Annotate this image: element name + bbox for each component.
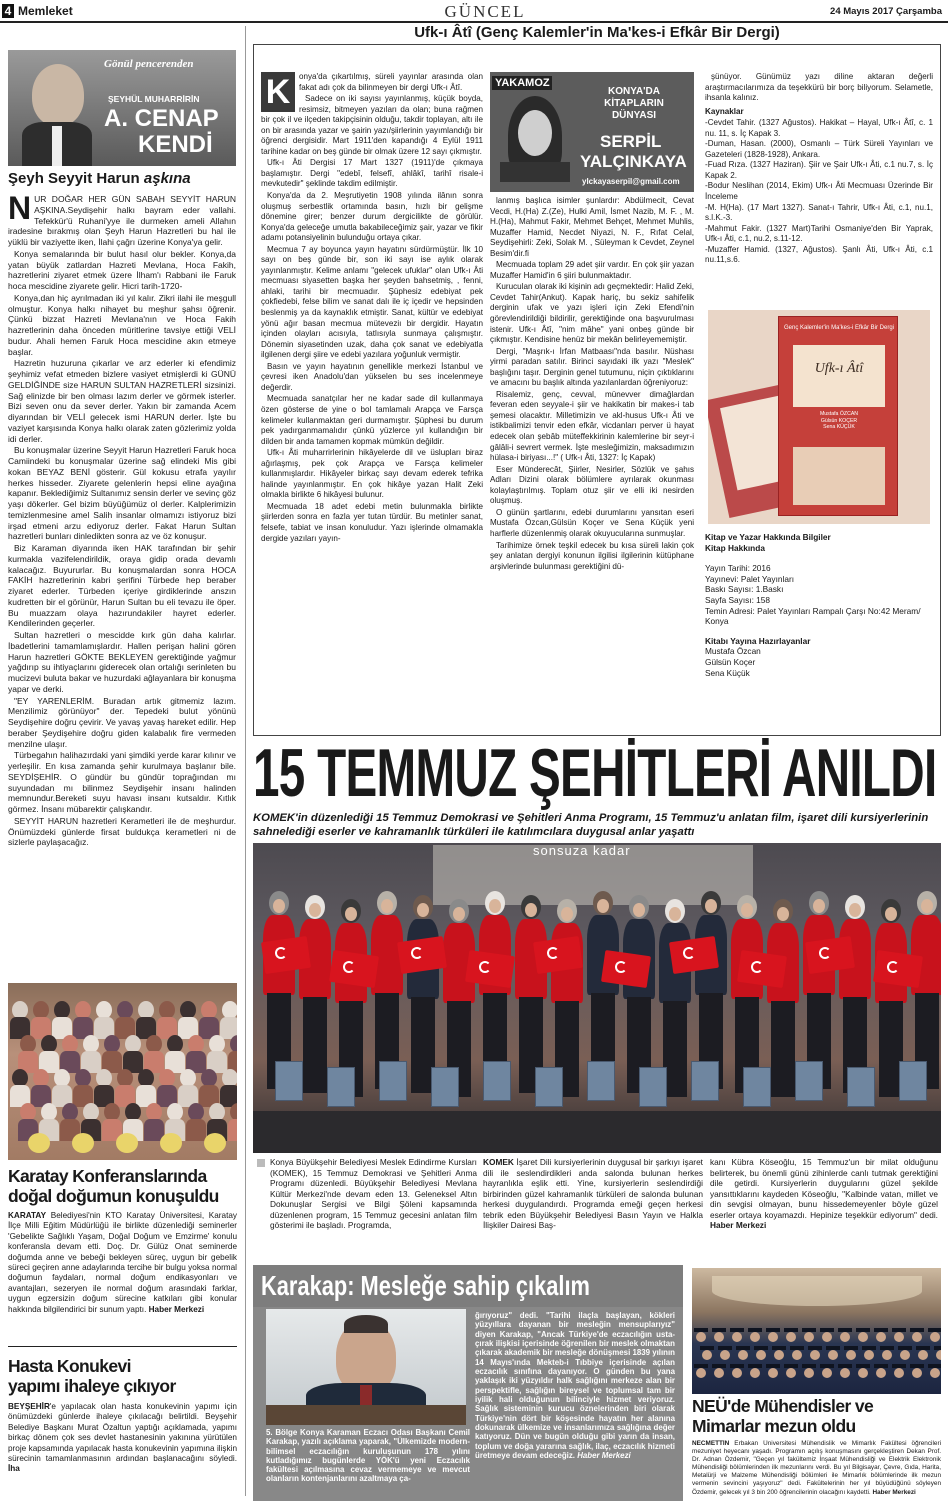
karakap-body-text: ğırıyoruz" dedi. "Tarihi ilaçla başlayan, kökleri yüzyıllara dayanan bir mesleğin mensuplarıyız" diyen Karakap, "Ancak Türkiye'de eczacılığın usta-çırak ilişkisi içerisinde öğrenilen bir meslek olmaktan çıkarak akademik bir mesleğe dönüşmesi 1839 yılının 14 Mayıs'ında Mekteb-i Tıbbiye içerisinde açılan eczacılık sınıfına dayanıyor. O günden bu yana yaklaşık iki yüzyıldır halk sağlığını merkeze alan bir perspektifle, sağlığın bireysel ve toplumsal tam bir iyilik hali olduğunun bilinciyle hizmet veriyoruz. Sağlık sisteminin kurucu öznelerinden biri olarak Türkiye'nin dört bir köşesinde hayatın her alanına dokunarak ülkemize ve insanlarımıza sağlığına değer katıyoruz. Dün ve bugün olduğu gibi yarın da insan, toplum ve doğa yararına sağlık, ilaç, eczacılık hizmeti üretmeye devam edeceğiz.: [475, 1311, 675, 1461]
gift-bag: [639, 1067, 667, 1107]
book-info-item: Temin Adresi: Palet Yayınları Rampalı Çarşı No:42 Meram/ Konya: [705, 605, 921, 627]
kaynak-item: -Bodur Neslihan (2014, Ekim) Ufk-ı Âti Mecmuası Üzerinde Bir İnceleme: [705, 181, 933, 202]
ufki-paragraph: Mecmuada sanatçılar her ne kadar sade dil kullanmaya özen gösterse de yine o bol tamlamalı Arapça ve Farsça kelimeler kullanmaktan geri durmamıştır. Şüphesi bu durum pek yadırganmamalıdır çünkü yüzlerce yıl kullandığın bir dilden bir anda tamamen kopmak mümkün değildir.: [261, 394, 483, 446]
ufki-col1-paragraphs: [261, 72, 483, 544]
yakamoz-box: [490, 72, 694, 192]
flower-bouquet: [28, 1133, 50, 1153]
graduate: [822, 1368, 832, 1378]
attendee: [705, 899, 717, 913]
attendee: [417, 903, 429, 917]
graduate: [702, 1350, 712, 1360]
ufki-paragraph: Kuruculan olarak iki kişinin adı geçmektedir: Halid Zeki, Cevdet Tahir(Ankut). Kapak hariç, bu sekiz sahifelik derginin ufak ve yazı işleri için Zeki Efendi'nin görevlendirildiği bildirilir, gerektiğinde ona başvurulması istenir. Ufk-ı Âtî, "nim mâhe" yani onbeş günde bir çıkmıştır. Kendisine henüz bir mekân belirleyememiştir.: [490, 282, 694, 345]
column-paragraph: Konya,dan hiç ayrılmadan iki yıl kalır. Zikri ilahi ile meşgull olmuştur. Konya halkı nihayet bu meşhur şahsı öğrenir. Çünkü bizzat Hazreti Mevlana'nın ve Hoca Fakih hazretlerinin daha önceden müritlerine tavsiye ettiği VELİ budur. Ahali hemen Faruk Hoca mescidine akın etmeye başlar.: [8, 292, 236, 357]
attendee: [777, 907, 789, 921]
hasta-headline-line1: Hasta Konukevi: [8, 1356, 131, 1376]
column-paragraph: "EY YARENLERİM. Buradan artık gitmemiz lazım. Menzilimiz görünüyor" der. Tepedeki bulut yönünü Seydişehire doğru çevirir. Ve yavaş yavaş hareket edilir. Hep beraber Şeydişehire doğru giden kalabalık fire vermeden menzilne ulaşır.: [8, 695, 236, 749]
attendee: [633, 903, 645, 917]
ufki-paragraph: Mecmuada 18 adet edebi metin bulunmakla birlikte şiirlerden sonra en fazla yer tutan türdür. Bu metinler sanat, felsefe, tabiat ve insan konuludur. Yazı işlerinde olmamakla dergide yazıları yayın-: [261, 501, 483, 543]
graduate: [714, 1368, 724, 1378]
graduate: [858, 1332, 868, 1342]
attendee: [885, 907, 897, 921]
column-paragraph: UR DOĞAR HER GÜN SABAH SEYYİT HARUN AŞKINA.Seydişehir halkı bayram eder vallahi. Tefekkür'ü Ruhani'yye ile durmeken ameli Allahın iradesine bırakmış olan Şeyh Harun Hazretleri bu hal ile yüklü bir vaziyette iken, İlahi çağrı üzerine Konya'ya gelir.: [8, 194, 236, 247]
column-series: Gönül pencerenden: [104, 58, 194, 70]
page-number: 4: [4, 4, 12, 18]
graduate: [696, 1332, 706, 1342]
ufki-paragraph: Ufk-ı Âti muharrirlerinin hikâyelerde dil ve üslupları biraz ağırlaşmış, pek çok Arapça ve Farsça kelimeler kullanmışlardır. Hikâyeler birkaç sayı devam ederek tefrika halinde yayınlanmıştır. En çok hikâye yazan Halit Zeki olmakla birlikte 6 hikâyesi bulunur.: [261, 448, 483, 500]
hasta-headline: [8, 1356, 240, 1396]
graduate: [930, 1332, 940, 1342]
graduate: [882, 1350, 892, 1360]
karakap-headline-bar: [253, 1265, 683, 1307]
graduate: [738, 1350, 748, 1360]
attendee: [453, 907, 465, 921]
left-column-separator: [245, 26, 246, 1496]
flag-crescent: [343, 961, 355, 973]
book-info-item: Yayınevi: Palet Yayınları: [705, 573, 795, 584]
columnist-name-2: YALÇINKAYA: [580, 152, 687, 171]
gift-bag: [795, 1061, 823, 1101]
graduate: [696, 1368, 706, 1378]
book-info-item: Baskı Sayısı: 1.Baskı: [705, 584, 784, 595]
karakap-headline: Karakap: Mesleğe sahip çıkalım: [261, 1270, 590, 1301]
header-rule: [0, 21, 948, 23]
column-title-plain: Şeyh Seyyit Harun: [8, 170, 144, 187]
graduate: [858, 1368, 868, 1378]
graduate: [846, 1350, 856, 1360]
temmuz-col2-lead: KOMEK: [483, 1157, 514, 1167]
graduate: [912, 1368, 922, 1378]
graduate: [894, 1368, 904, 1378]
graduate: [774, 1350, 784, 1360]
temmuz-col3-text: kanı Kübra Köseoğlu, 15 Temmuz'un bir milat olduğunu belirterek, bu önemli günü zihinlerde canlı tutmak gerektiğini dile getirdi. Kursiyerlerin duygularını güzel şekilde yansıttıklarını kaydeden Köseoğlu, "Kalbinde vatan, millet ve din sevgisi olmayan, bunu hissedemeyenler böyle güzel eserler ortaya koyamazdı. Hepinize teşekkür ediyorum" dedi.: [710, 1157, 938, 1220]
book-photo: [708, 310, 930, 524]
ufki-paragraph: Dergi, "Maşrık-ı İrfan Matbaası"nda basılır. Nüshası yirmi paradan satılır. Birinci sayıdaki ilk yazı "Meslek" başlığını taşır. Derginin genel tutumunu, niçin çıktıklarını ve amacını bu başlık altında yazılanlardan öğreniyoruz:: [490, 346, 694, 388]
flag-crescent: [615, 961, 627, 973]
gift-bag: [431, 1067, 459, 1107]
graduate: [720, 1350, 730, 1360]
neu-photo: [692, 1268, 941, 1394]
graduate: [786, 1368, 796, 1378]
temmuz-credit: Haber Merkezi: [710, 1220, 767, 1230]
column-title: [8, 170, 236, 188]
kaynak-item: -Mahmut Fakir. (1327 Mart)Tarihi Osmaniye'den Bir Yaprak, Ufk-ı Âti, c.1, nu.2, s.11-12.: [705, 223, 933, 244]
temmuz-col3: [710, 1157, 938, 1265]
columnist-email: ylckayaserpil@gmail.com: [582, 177, 680, 186]
book-cover-authors: Mustafa ÖZCAN Gülsün KOÇER Sena KÜÇÜK: [819, 411, 859, 430]
attendee: [273, 899, 285, 913]
flag-crescent: [887, 961, 899, 973]
graduate: [936, 1350, 941, 1360]
hall-lights: [712, 1276, 922, 1306]
hasta-text: 'e yapılacak olan hasta konukevinin yapımı için önümüzdeki günlerde ihaleye çıkılacağı belirtildi. Beyşehir Belediye Başkanı Murat Özaltun yaptığı açıklamada, yapımı birkaç dönem çok ses devlet hastanesinin yakınına yürütülen proje kapsamında yapılacak hasta konukevinin yapımına ilişkin sürecinin tamamlanmasının ardından başlanacağını söyledi.: [8, 1402, 237, 1464]
flag-crescent: [751, 961, 763, 973]
book-info-title2: Kitap Hakkında: [705, 542, 765, 553]
prep-title: Kitabı Yayına Hazırlayanlar: [705, 635, 811, 646]
ufki-paragraph: Basın ve yayın hayatının genellikle merkezi İstanbul ve çevresi iken Anadolu'dan yükselen bu ses incelenmeye değerdir.: [261, 361, 483, 392]
attendee: [921, 899, 933, 913]
graduate: [840, 1332, 850, 1342]
gift-bag: [587, 1061, 615, 1101]
stage-text: sonsuza kadar: [533, 843, 631, 858]
ufki-col1: [261, 72, 483, 732]
graduate: [912, 1332, 922, 1342]
column-body: [8, 194, 236, 970]
hasta-lead: BEYŞEHİR: [8, 1402, 50, 1411]
attendee: [303, 997, 327, 1093]
temmuz-headline-text: 15 TEMMUZ ŞEHİTLERİ ANILDI: [253, 738, 937, 810]
ufki-col2-paragraphs: [490, 196, 694, 572]
author-photo: [22, 62, 92, 166]
attendee: [561, 907, 573, 921]
graduate: [840, 1368, 850, 1378]
graduate: [828, 1350, 838, 1360]
graduate: [750, 1332, 760, 1342]
ufki-col2: [490, 196, 694, 732]
column-paragraph: Türbegahın halihazırdaki yani şimdiki yerde karar kılınır ve yerleşilir. En kısa zamanda şehir kurulmaya başlanır bile. SEYDİŞEHİR. O gündür bu gündür toprağından mı suyundadan mı bilinmez Seydişehir insanı halinden memnundur.Bereketi suyu havası insanı kutsaldır. Kıtlık görmez. İnsanı mübarektir çalışkandır.: [8, 750, 236, 814]
karatay-credit: Haber Merkezi: [148, 1304, 205, 1314]
column-paragraph: Biz Karaman diyarında iken HAK tarafından bir şehir kurmakla vazifelendirildik, oraya gidip orada devamlı kalacağız. Buyururlar. Bu konuşmalardan sonra HOCA FAKİH hazretlerinin kabri şerifini Türbede hep beraber ziyaret ederler. Türbeden içeriye girdiklerinde anszın kudretten bir el görünür, Harun Sultan bu eli tevazu ile öper. Bu muazzam olaya hazırundakiler hayret ederler. Kendilerinden geçerler.: [8, 543, 236, 629]
gift-bag: [743, 1067, 771, 1107]
column-paragraphs: [8, 194, 236, 848]
graduate: [714, 1332, 724, 1342]
hasta-headline-line2: yapımı ihaleye çıkıyor: [8, 1376, 176, 1396]
temmuz-marker: [257, 1159, 265, 1167]
section-title: Memleket: [18, 4, 73, 18]
column-title-italic: aşkına: [143, 170, 191, 187]
attendee: [597, 899, 609, 913]
flag-crescent: [683, 947, 695, 959]
graduate: [930, 1368, 940, 1378]
kaynak-item: -Fuad Rıza. (1327 Haziran). Şiir ve Şair Ufk-ı Âti, c.1 nu.7, s. İç Kapak 2.: [705, 160, 933, 180]
temmuz-col1: Konya Büyükşehir Belediyesi Meslek Edindirme Kursları (KOMEK), 15 Temmuz Demokrasi ve Şehitleri Anma Programı düzenledi. Büyükşehir Belediyesi Mevlana Kültür Merkezi'nde devam eden 13. Geleneksel Altın Dokunuşlar Sergisi ve Bilgi Şöleni kapsamında düzenlenen program, 15 Temmuz gecesini anlatan film gösterimi ile başladı. Programda,: [270, 1157, 477, 1230]
karakap-credit: Haber Merkezi: [577, 1451, 631, 1461]
flower-bouquet: [72, 1133, 94, 1153]
karatay-text: Belediyesi'nin KTO Karatay Üniversitesi, Karatay İlçe Milli Eğitim Müdürlüğü ile birlikte düzenlediği seminerler 'Gebelikte Sağlıklı Yaşam, Doğal Doğum ve Emzirme' konulu konferansla devam etti. Doç. Dr. Gülüz Onat seminerde doğumda anne ve bebeği bekleyen süreç, uygun bir gebelik süreci geçiren anne adaylarında tercihe bir bulgu yoksa normal doğumun faydaları, normal doğum endikasyonları ve avantajları, sezeryen ile normal doğum arasındaki farklar, uygun egzersizin doğum sürecine katkıları gibi konular hakkında bilgilendirici bir sunum yaptı.: [8, 1211, 237, 1314]
page-number-box: [2, 4, 14, 18]
prep-list: [705, 646, 933, 678]
ufki-paragraph: Sadece on iki sayısı yayınlanmış, küçük boyda, resimsiz, bitmeyen yazıları da olan; buna rağmen bir çok il ve ilçeden takipçisinin olduğu, takdir toplayan, altı ile on bir arasında yazar ve şairin yazı/şiirlerinin yayımlandığı bir öğrenci dergisidir. Mart 1911'den kapandığı 4 Eylül 1911 tarihine kadar on beş günde bir olmak üzere 12 sayı çıkmıştır.: [261, 94, 483, 156]
flag-crescent: [547, 947, 559, 959]
attendee: [525, 903, 537, 917]
neu-headline: [692, 1396, 942, 1436]
attendee: [669, 907, 681, 921]
attendee: [186, 1119, 206, 1141]
ufki-col3-intro: şünüyor. Günümüz yazı diline aktaran değerli araştırmacılarımıza da teşekkürü bir borç biliyorum. Selametle, ihsanla kalınız.: [705, 72, 933, 103]
karatay-headline-line1: Karatay Konferanslarında: [8, 1166, 207, 1186]
column-paragraph: SEYYİT HARUN hazretleri Kerametleri ile de meşhurdur. Önümüzdeki günlerde firsat buldukça kerametleri ni de sizlerle paylaşacağız.: [8, 815, 236, 848]
gift-bag: [535, 1067, 563, 1107]
karatay-body: [8, 1211, 237, 1343]
prep-item: Gülsün Koçer: [705, 656, 756, 667]
karatay-headline-line2: doğal doğumun konuşuldu: [8, 1186, 219, 1206]
temmuz-photo: [253, 843, 941, 1153]
ufki-headline: Ufk-ı Âtî (Genç Kalemler'in Ma'kes-i Efkâr Bir Dergi): [253, 24, 941, 42]
neu-headline-line2: Mimarlar mezun oldu: [692, 1416, 856, 1436]
gift-bag: [327, 1067, 355, 1107]
kaynak-item: -M. H(Ha). (17 Mart 1327). Sanat-ı Tahrir, Ufk-ı Âti, c.1, nu.1, s.l.K.-3.: [705, 202, 933, 223]
ufki-paragraph: Ufk-ı Âti Dergisi 17 Mart 1327 (1911)'de çıkmaya başlamıştır. Dergi "edebî, felsefî, ahlâkî, tarihî risale-i mevkutedir" şeklinde takdim edilmiştir.: [261, 158, 483, 189]
graduate: [876, 1332, 886, 1342]
column-paragraph: Hazretin huzuruna çıkarlar ve arz ederler ki efendimiz şeyhimiz vefat etmeden bizlere vasiyet etmişlerdi ki GÜNÜ GELDİĞİNDE size HARUN SULTAN HAZRETLERİ sizsinizi. Sağ elinizde bir ben olması lazım derler ve görmek isterler. Bizi seven onu da sever derler. Yakın bir zamanda Acem diyarından bir VELİ gelecek ismi HARUN derler. İşte bu vaziyet karşısında Konya halkı olarak zaten gözlerimiz yolda idi derler.: [8, 358, 236, 444]
gift-bag: [275, 1061, 303, 1101]
karatay-lead: KARATAY: [8, 1211, 47, 1220]
kaynak-item: -Cevdet Tahir. (1327 Ağustos). Hakikat – Hayal, Ufk-ı Âtî, c. 1 nu. 11, s. İç Kapak 3.: [705, 118, 933, 138]
ufki-paragraph: Eser Münderecât, Şiirler, Nesirler, Sözlük ve şahıs Adları Dizini olarak bölümlere ayrılarak okunması kolaylaştırılmış. Toplam otuz şiir ve elli iki nesirden oluşmuş.: [490, 464, 694, 506]
header-center-title: GÜNCEL: [444, 2, 526, 21]
ufki-dropcap: K: [261, 72, 295, 112]
flag-crescent: [411, 947, 423, 959]
neu-text: Erbakan Üniversitesi Mühendislik ve Mimarlık Fakültesi öğrencileri mezuniyet heyecanı yaşadı. Programın açılış konuşmasını gerçekleştiren Dekan Prof. Dr. Adnan Özdemir, "Geçen yıl fakültemiz İnşaat Mühendisliği ve Elektrik Elektronik Mühendisliği bölümlerinden ilk mezunlarını verdi. Bu yıl Bilgisayar, Çevre, Gıda, Harita, Metalürji ve Malzeme Mühendisliği bölümleri ile Mimarlık bölümlerinde ilk mezun vermenin sevincini yaşıyoruz" dedi. Fakültelerinin her yıl büyüdüğünü söyleyen Özdemir, gelecek yıl 3 bin 200 öğrencilerinin olacağını kaydetti.: [692, 1440, 941, 1496]
gift-bag: [691, 1061, 719, 1101]
attendee: [849, 903, 861, 917]
karatay-headline: [8, 1166, 240, 1206]
stage-floor: [253, 1111, 941, 1153]
columnist-name-1: SERPİL: [600, 132, 662, 151]
yakamoz-label: YAKAMOZ: [492, 76, 552, 90]
temmuz-col2: [483, 1157, 703, 1265]
book-cover: [778, 316, 898, 516]
graduate: [792, 1350, 802, 1360]
flag-crescent: [275, 947, 287, 959]
kaynak-item: -Duman, Hasan. (2000), Osmanlı – Türk Süreli Yayınları ve Gazeteleri (1828-1928), Ankara.: [705, 139, 933, 159]
temmuz-col2-text: İşaret Dili kursiyerlerinin duygusal bir şarkıyı işaret dili ile seslendirdikleri anda salonda bulunan herkes hayranlıkla eşlik etti. Yine, kursiyerlerin seslendirdiği birbirinden güzel kahramanlık türküleri de salonda bulunan herkesi duygulandırdı. Programda emeği geçen herkesi tebrik eden Büyükşehir Belediyesi Basın Yayın ve Halkla İlişkiler Dairesi Baş-: [483, 1157, 703, 1230]
karakap-caption: 5. Bölge Konya Karaman Eczacı Odası Başkanı Cemil Karakap, yazılı açıklama yaparak, "Ülkemizde modern-bilimsel eczacılığın kuruluşunun 178 yılını kutladığımız bugünlerde YÖK'ü yeni Eczacılık fakültesi açılmasına cevaz vermemeye ve mevcut olanların kontenjanlarını azaltmaya ça-: [266, 1428, 470, 1484]
ufki-paragraph: lanmış başlıca isimler şunlardır: Abdülmecit, Cevat Vecdi, H.(Ha) Z.(Ze), Hulki Amil, İsmet Nazib, M. F. , M. H.(Ha), Mahmut Fakir, Mehmet Behçet, Mehmet Muhlis, Muzaffer Hamid, Necdet Niyazi, N. F., Rıfat Celal, Seydişehirli: Zeki, Solak M. , Süleyman k Cevdet, Zeynel Besim'dir.fi: [490, 196, 694, 258]
graduate: [786, 1332, 796, 1342]
graduate: [822, 1332, 832, 1342]
graduate: [750, 1368, 760, 1378]
graduate: [732, 1332, 742, 1342]
graduate: [756, 1350, 766, 1360]
author-name-line1: A. CENAP: [104, 105, 219, 132]
column-portrait-box: [8, 50, 236, 166]
columnist-photo: [500, 96, 570, 180]
kaynaklar-list: [705, 118, 933, 266]
graduate: [900, 1350, 910, 1360]
yakamoz-subtitle: KONYA'DA KİTAPLARIN DÜNYASI: [604, 86, 664, 121]
graduate: [768, 1368, 778, 1378]
column-paragraph: Konya semalarında bir bulut hasıl olur bekler. Konya,da yatan büyük zatlardan Hazreti Mevlana, Hoca Fakih, hazretlerini ziyaret etmek üzere İlham'ı Rabbani ile Faruk hoca mescidine ziyarete gelir. Hicri tarih-1720-: [8, 248, 236, 291]
flower-bouquet: [204, 1133, 226, 1153]
neu-body: [692, 1440, 941, 1498]
temmuz-deck: KOMEK'in düzenlediği 15 Temmuz Demokrasi ve Şehitleri Anma Programı, 15 Temmuz'u anlatan film, işaret dili kursiyerlerinin sahnelediği eserler ve kahramanlık türküleri ile katılımcılara duygusal anlar yaşattı: [253, 812, 929, 838]
graduate: [894, 1332, 904, 1342]
attendee: [381, 899, 393, 913]
graduate: [804, 1368, 814, 1378]
book-info-title1: Kitap ve Yazar Hakkında Bilgiler: [705, 532, 831, 542]
attendee: [489, 899, 501, 913]
attendee: [771, 1001, 795, 1097]
attendee: [813, 899, 825, 913]
ufki-paragraph: Tarihimize örnek teşkil edecek bu kısa süreli lakin çok şey anlatan dergiyi konunun ilgilisi ilgilerinin kütüphane arşivlerinde bulunması gerektiğini dü-: [490, 540, 694, 571]
ufki-col3: [705, 72, 933, 308]
header-date: 24 Mayıs 2017 Çarşamba: [830, 6, 942, 17]
flag-crescent: [479, 961, 491, 973]
flower-bouquet: [160, 1133, 182, 1153]
karakap-body: [475, 1311, 675, 1499]
book-cover-title: Ufk-ı Âtî: [814, 361, 864, 376]
graduate: [876, 1368, 886, 1378]
attendee: [309, 903, 321, 917]
graduate: [918, 1350, 928, 1360]
kaynak-item: -Muzaffer Hamid. (1327, Ağustos). Şanlı Âti, Ufk-ı Âti, c.1 nu.11,s.6.: [705, 244, 933, 265]
graduate: [768, 1332, 778, 1342]
hasta-body: [8, 1402, 237, 1498]
flag-crescent: [819, 947, 831, 959]
attendee: [741, 903, 753, 917]
gift-bag: [483, 1061, 511, 1101]
book-cover-subtitle: Genç Kalemler'in Ma'kes-i Efkâr Bir Dergi: [784, 325, 894, 331]
karatay-photo: [8, 983, 237, 1160]
kaynaklar-title: Kaynaklar: [705, 106, 744, 116]
attendee: [345, 907, 357, 921]
book-info-item: Sayfa Sayısı: 158: [705, 594, 771, 605]
author-name-line2: KENDİ: [138, 131, 213, 158]
ufki-paragraph: onya'da çıkartılmış, süreli yayınlar arasında olan fakat adı çok da bilinmeyen bir dergi Ufk-ı Âtî.: [299, 72, 483, 92]
ufki-paragraph: Mecmua 7 ay boyunca yayın hayatını sürdürmüştür. İlk 10 sayı on beş günde bir, son iki sayı ise aylık olarak yayınlanmıştır. Kelime anlamı "gelecek ufuklar" olan Ufk-ı Âti mecmuası siyasetten başka her şeyden bahsetmiş, , fenni, ahlaki, tarihi bir mecmuadır. Şüphesiz edebiyat pek çokfiedebi, felse bilim ve sanat dalı ile iç içedir ve hepsinden beslenmiş ya da kaynaklık etmiştir. Sanat, kültür ve edebiyat yönü ağır basan mecmua müteveziı bir dergidir. Hayatın içinden olayları acısıyla, tatlısıyla sunmaya çalışmıştır. Dönemin siyasetinden uzak, daha çok sanat ve edebiyatla ilgilenen dergi şiire ve edebi yazılara yoğunluk vermiştir.: [261, 244, 483, 360]
neu-lead: NECMETTİN: [692, 1440, 730, 1447]
karakap-photo: [266, 1309, 466, 1425]
hasta-tail: İha: [8, 1464, 20, 1474]
graduate: [732, 1368, 742, 1378]
gift-bag: [379, 1061, 407, 1101]
left-divider: [8, 1346, 237, 1347]
author-title-small: ŞEYHÜL MUHARRİRİN: [108, 94, 200, 104]
flower-bouquet: [116, 1133, 138, 1153]
graduate: [810, 1350, 820, 1360]
gift-bag: [899, 1061, 927, 1101]
book-info-list: [705, 563, 933, 627]
ufki-paragraph: Risalemiz, genç, cevval, münevver dimağlardan feveran eden seyyale-i şiir ve hakikatin bir makes-i tab şemesi olacaktır. Milletimizin ve akl-husus Ufk-ı Âti ve istikbalimizi tenvir eden efkâr, vicdanları perver ü hayat edecek olan şebâb müteffekkirinin kalemlerine bir seyr-i gâlâli-i sevrert vermek. İşte mesleğimizin, maksadımızın hülasa-i biriyası...!" ( Ufk-ı Âti, 1327: İç Kapak): [490, 389, 694, 463]
graduate: [804, 1332, 814, 1342]
ufki-paragraph: O günün şartlarını, edebi durumlarını yansıtan eseri Mustafa Özcan,Gülsün Koçer ve Sena Küçük yeni harflerle düzenlenmiş olarak okuyucularına sunmuşlar.: [490, 507, 694, 538]
graduate: [864, 1350, 874, 1360]
gift-bag: [847, 1067, 875, 1107]
ufki-paragraph: Mecmuada toplam 29 adet şiir vardır. En çok şiir yazan Muzaffer Hamid'in 6 şiiri bulunmaktadır.: [490, 260, 694, 280]
prep-item: Sena Küçük: [705, 667, 750, 678]
neu-headline-line1: NEÜ'de Mühendisler ve: [692, 1396, 874, 1416]
book-info: [705, 532, 933, 678]
temmuz-headline: [253, 738, 941, 810]
neu-credit: Haber Merkezi: [872, 1488, 916, 1496]
column-paragraph: Bu konuşmalar üzerine Seyyit Harun Hazretleri Faruk hoca Camiindeki bu konuşmalar üzerine sağ elindeki Mis gibi kokan BEYAZ BENİ gösterir. Gül kokusu etrafa yayılır herkes hisseder. Ziyarete gelenlerin hepsi eline ayağına kapanır. Beklediğimiz Sultanımız sensin derler ve sevinç göz yaşı dökerler. Gel bizim büyüğümüz ol derler. Kalplerimizin temizlenmesine amel Salih insanlar olmamızı istiyoruz bizi irşad etmeni arzu ediyoruz derler. Fakat Harun Sultan hazretleri bunları dinledikten sonra az ve öz konuşur.: [8, 445, 236, 542]
ufki-paragraph: Konya'da da 2. Meşrutiyetin 1908 yılında ilânın sonra oluşmuş serbestlik ortamında basın, hızlı bir gelişme dönemine girer; benzer durum dergicilikte de görülür. Konya'da geleceğe umutla bakabileceğimiz şair, yazar ve fikir adamı potansiyelinin bulunduğu ortaya çıkar.: [261, 191, 483, 243]
column-dropcap: N: [8, 194, 32, 226]
column-paragraph: Sultan hazretleri o mescidde kırk gün daha kalırlar. İbadetlerini tamamlamışlardır. Hallen perişan halini gören Harun hazretleri GÖKTE BEKLEYEN gerektiğinde yağmur yağdırıp su ihtiyaçlarını giderecek olan ortalığı serinleten bu mucizevi buluta bakar ve huzurdaki ağlayanlara bir konuşma yapar ve derki.: [8, 630, 236, 694]
book-info-item: Yayın Tarihi: 2016: [705, 563, 771, 574]
prep-item: Mustafa Özcan: [705, 646, 761, 657]
attendee: [228, 1119, 237, 1141]
